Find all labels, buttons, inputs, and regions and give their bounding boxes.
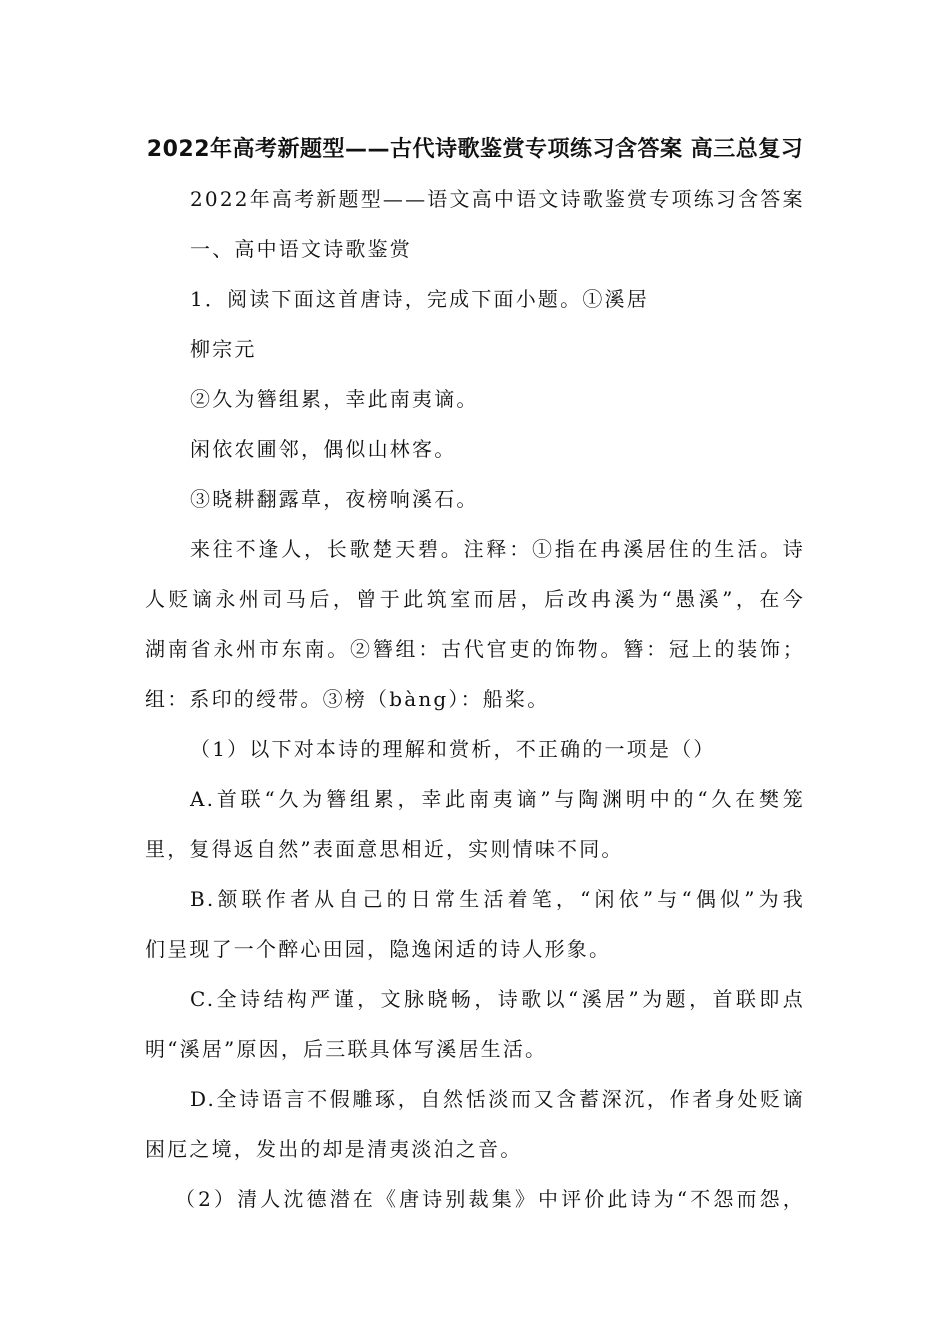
annotation-line: 人贬谪永州司马后，曾于此筑室而居，后改冉溪为“愚溪”，在今 xyxy=(145,587,805,611)
option-a-cont: 里，复得返自然”表面意思相近，实则情味不同。 xyxy=(145,837,624,861)
poem-line: 闲依农圃邻，偶似山林客。 xyxy=(190,437,457,461)
section-heading: 一、高中语文诗歌鉴赏 xyxy=(190,237,412,261)
poem-author: 柳宗元 xyxy=(190,337,257,361)
document-title: 2022年高考新题型——古代诗歌鉴赏专项练习含答案 高三总复习 xyxy=(146,137,804,162)
question-1-prompt: 1．阅读下面这首唐诗，完成下面小题。①溪居 xyxy=(190,287,649,311)
poem-line: ③晓耕翻露草，夜榜响溪石。 xyxy=(190,487,479,511)
option-d-cont: 困厄之境，发出的却是清夷淡泊之音。 xyxy=(145,1137,523,1161)
annotation-line: 湖南省永州市东南。②簪组：古代官吏的饰物。簪：冠上的装饰； xyxy=(145,637,805,661)
sub-question-1: （1）以下对本诗的理解和赏析，不正确的一项是（） xyxy=(190,737,716,761)
option-b: B.颔联作者从自己的日常生活着笔，“闲依”与“偶似”为我 xyxy=(190,887,805,911)
option-d: D.全诗语言不假雕琢，自然恬淡而又含蓄深沉，作者身处贬谪 xyxy=(190,1087,805,1111)
option-c-cont: 明“溪居”原因，后三联具体写溪居生活。 xyxy=(145,1037,548,1061)
option-a: A.首联“久为簪组累，幸此南夷谪”与陶渊明中的“久在樊笼 xyxy=(190,787,805,811)
sub-question-2: （2）清人沈德潜在《唐诗别裁集》中评价此诗为“不怨而怨， xyxy=(175,1187,805,1211)
annotation-line: 组：系印的绶带。③榜（bàng）：船桨。 xyxy=(145,687,550,711)
option-b-cont: 们呈现了一个醉心田园，隐逸闲适的诗人形象。 xyxy=(145,937,612,961)
poem-line: ②久为簪组累，幸此南夷谪。 xyxy=(190,387,479,411)
annotation-line: 来往不逢人，长歌楚天碧。注释：①指在冉溪居住的生活。诗 xyxy=(190,537,805,561)
option-c: C.全诗结构严谨，文脉晓畅，诗歌以“溪居”为题，首联即点 xyxy=(190,987,805,1011)
subtitle-line: 2022年高考新题型——语文高中语文诗歌鉴赏专项练习含答案 xyxy=(190,187,805,211)
